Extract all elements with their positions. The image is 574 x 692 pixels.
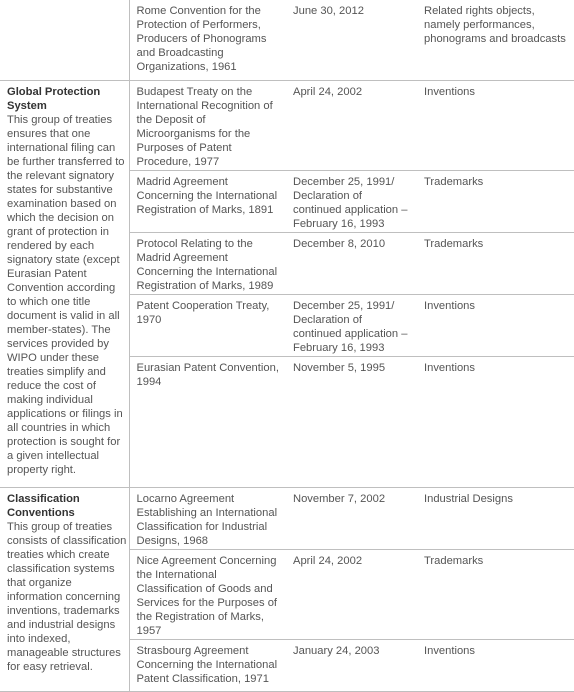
table-row <box>0 80 574 170</box>
treaty-name: Protocol Relating to the Madrid Agreement Concerning the International Registration of Marks, 1989 <box>129 232 286 294</box>
treaty-object: Inventions <box>417 80 574 170</box>
treaty-name: Rome Convention for the Protection of Performers, Producers of Phonograms and Broadcasting Organizations, 1961 <box>129 0 286 80</box>
table-row <box>0 0 574 80</box>
treaty-object: Inventions <box>417 294 574 356</box>
group-title: Classification Conventions <box>7 492 80 519</box>
treaty-object: Inventions <box>417 639 574 691</box>
treaty-object: Trademarks <box>417 549 574 639</box>
group-description: This group of treaties ensures that one international filing can be further transferred to the relevant signatory states for substantive examination based on which the decision on grant of protection in rendered by each signatory state (except Eurasian Patent Convention according to which one title document is valid in all member-states). The services provided by WIPO under these treaties simplify and reduce the cost of making individual applications or filings in all countries in which protection is sought for a given intellectual property right. <box>7 113 125 476</box>
table-row <box>0 487 574 549</box>
group-cell-global-protection <box>0 80 129 487</box>
treaty-name: Strasbourg Agreement Concerning the International Patent Classification, 1971 <box>129 639 286 691</box>
group-description: This group of treaties consists of classification treaties which create classification systems that organize information concerning inventions, trademarks and industrial designs into indexed, manageable structures for easy retrieval. <box>7 520 127 673</box>
treaty-date: December 8, 2010 <box>286 232 417 294</box>
treaty-date: January 24, 2003 <box>286 639 417 691</box>
group-cell-empty <box>0 0 129 80</box>
treaty-date: April 24, 2002 <box>286 80 417 170</box>
treaty-object: Related rights objects, namely performances, phonograms and broadcasts <box>417 0 574 80</box>
group-title: Global Protection System <box>7 85 101 112</box>
treaty-date: November 7, 2002 <box>286 487 417 549</box>
treaty-object: Trademarks <box>417 170 574 232</box>
treaty-name: Madrid Agreement Concerning the International Registration of Marks, 1891 <box>129 170 286 232</box>
group-cell-classification <box>0 487 129 691</box>
treaty-object: Trademarks <box>417 232 574 294</box>
treaty-date: December 25, 1991/ Declaration of continued application – February 16, 1993 <box>286 170 417 232</box>
treaty-object: Industrial Designs <box>417 487 574 549</box>
treaty-name: Patent Cooperation Treaty, 1970 <box>129 294 286 356</box>
treaty-object: Inventions <box>417 356 574 487</box>
treaty-date: November 5, 1995 <box>286 356 417 487</box>
treaty-name: Locarno Agreement Establishing an International Classification for Industrial Designs, 1968 <box>129 487 286 549</box>
treaty-name: Budapest Treaty on the International Recognition of the Deposit of Microorganisms for the Purposes of Patent Procedure, 1977 <box>129 80 286 170</box>
treaty-name: Eurasian Patent Convention, 1994 <box>129 356 286 487</box>
treaty-date: December 25, 1991/ Declaration of continued application – February 16, 1993 <box>286 294 417 356</box>
treaty-date: June 30, 2012 <box>286 0 417 80</box>
treaty-date: April 24, 2002 <box>286 549 417 639</box>
treaty-name: Nice Agreement Concerning the International Classification of Goods and Services for the Purposes of the Registration of Marks, 1957 <box>129 549 286 639</box>
